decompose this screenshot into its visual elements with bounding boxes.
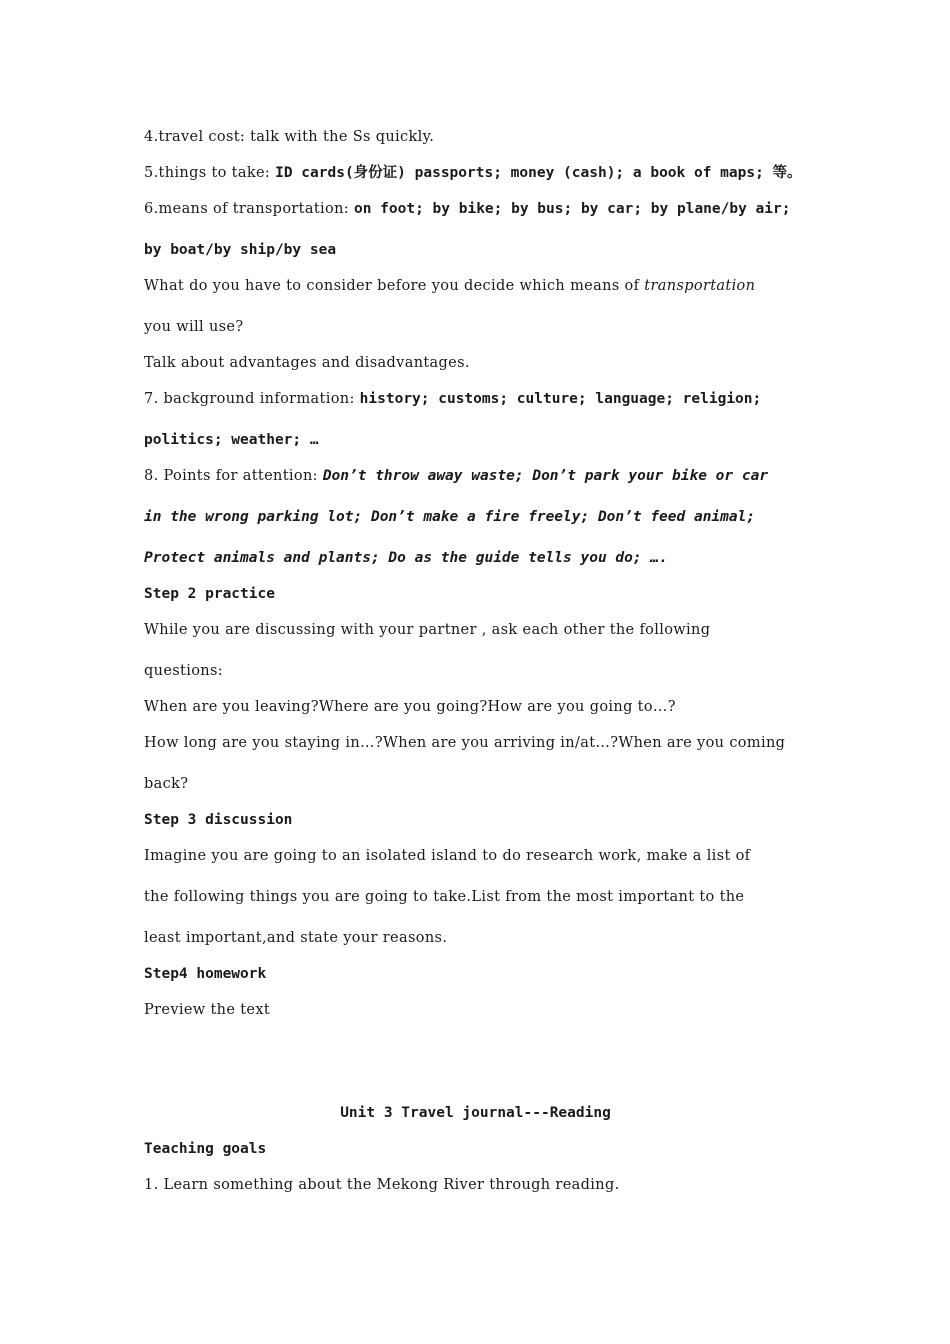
imagine-line-2: the following things you are going to take.List from the most important to the: [144, 889, 745, 905]
background-info-line: [144, 389, 807, 409]
questions-line-1: When are you leaving?Where are you going?How are you going to…?: [144, 699, 676, 715]
transportation-emphasis: transportation: [644, 278, 756, 294]
advantages-line: Talk about advantages and disadvantages.: [144, 355, 470, 371]
homework-line: Preview the text: [144, 1002, 271, 1018]
unit-title: Unit 3 Travel journal---Reading: [340, 1105, 611, 1121]
attention-label: 8. Points for attention:: [144, 468, 323, 484]
transportation-line: [144, 199, 807, 219]
attention-value: Don’t throw away waste; Don’t park your bike or car: [322, 468, 769, 484]
background-info-cont: politics; weather; …: [144, 432, 319, 448]
questions-line-2: How long are you staying in…?When are you arriving in/at…?When are you coming: [144, 735, 786, 751]
consider-question-text: What do you have to consider before you decide which means of: [144, 278, 645, 294]
step3-heading: Step 3 discussion: [144, 812, 293, 828]
step4-heading: Step4 homework: [144, 966, 267, 982]
things-to-take-label: 5.things to take:: [144, 165, 276, 181]
attention-line: [144, 466, 807, 486]
things-to-take-line: [144, 163, 807, 183]
background-info-value: history; customs; culture; language; religion;: [359, 391, 762, 407]
transportation-label: 6.means of transportation:: [144, 201, 354, 217]
transportation-value: on foot; by bike; by bus; by car; by plane/by air;: [353, 201, 791, 217]
questions-line-2-cont: back?: [144, 776, 189, 792]
consider-question-cont: you will use?: [144, 319, 244, 335]
background-info-label: 7. background information:: [144, 391, 360, 407]
discussion-instruction-cont: questions:: [144, 663, 224, 679]
teaching-goal-1: 1. Learn something about the Mekong River through reading.: [144, 1177, 620, 1193]
transportation-line-cont: by boat/by ship/by sea: [144, 242, 337, 258]
things-to-take-value: ID cards(身份证) passports; money (cash); a book of maps; 等。: [275, 165, 802, 181]
imagine-line-3: least important,and state your reasons.: [144, 930, 448, 946]
travel-cost-line: 4.travel cost: talk with the Ss quickly.: [144, 129, 435, 145]
attention-line-cont-2: Protect animals and plants; Do as the guide tells you do; ….: [144, 550, 668, 566]
teaching-goals-heading: Teaching goals: [144, 1141, 267, 1157]
attention-line-cont-1: in the wrong parking lot; Don’t make a fire freely; Don’t feed animal;: [144, 509, 756, 525]
step2-heading: Step 2 practice: [144, 586, 275, 602]
discussion-instruction: While you are discussing with your partner , ask each other the following: [144, 622, 711, 638]
consider-question-line: [144, 276, 807, 296]
imagine-line-1: Imagine you are going to an isolated island to do research work, make a list of: [144, 848, 751, 864]
